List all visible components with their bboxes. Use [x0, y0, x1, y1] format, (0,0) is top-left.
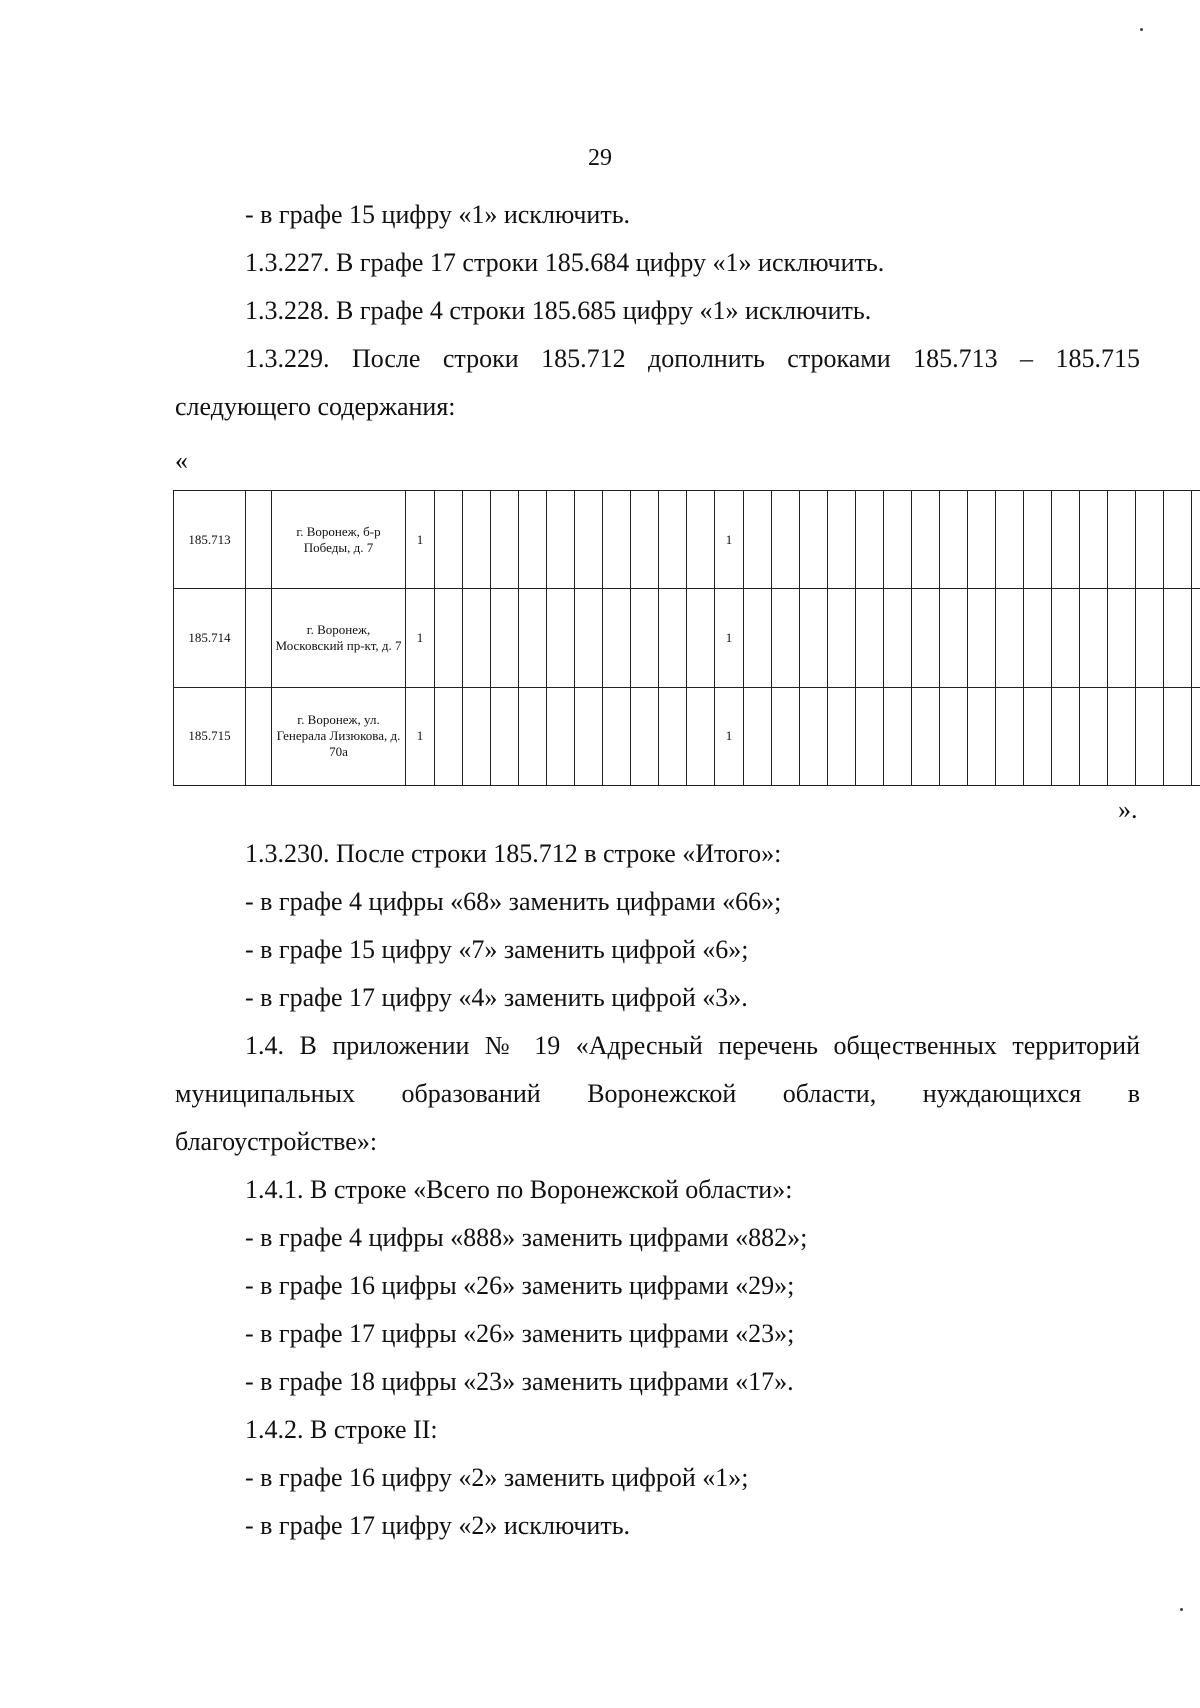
empty-cell	[491, 589, 519, 687]
address-cell: г. Воронеж, Московский пр-кт, д. 7	[272, 589, 406, 687]
empty-cell	[884, 491, 912, 589]
empty-cell	[744, 589, 772, 687]
value-cell: 1	[715, 491, 744, 589]
empty-cell	[940, 687, 968, 785]
empty-cell	[1136, 589, 1164, 687]
paragraph: 1.3.230. После строки 185.712 в строке «Итого»:	[245, 839, 782, 868]
empty-cell	[1192, 491, 1200, 589]
empty-cell	[631, 491, 659, 589]
row-number: 185.715	[174, 687, 246, 785]
empty-cell	[856, 687, 884, 785]
paragraph-continuation: благоустройстве»:	[175, 1127, 378, 1156]
paragraph: - в графе 17 цифру «2» исключить.	[245, 1511, 631, 1540]
value-cell: 1	[715, 589, 744, 687]
empty-cell	[800, 491, 828, 589]
empty-cell	[603, 687, 631, 785]
empty-cell	[491, 687, 519, 785]
empty-cell	[246, 491, 272, 589]
empty-cell	[435, 491, 463, 589]
empty-cell	[575, 589, 603, 687]
table-row	[174, 491, 1200, 589]
closing-quote: ».	[1118, 795, 1138, 824]
paragraph: - в графе 16 цифру «2» заменить цифрой «1»;	[245, 1463, 749, 1492]
empty-cell	[1164, 687, 1192, 785]
scan-speck	[1140, 28, 1143, 31]
empty-cell	[884, 687, 912, 785]
empty-cell	[884, 589, 912, 687]
paragraph: - в графе 4 цифры «68» заменить цифрами «66»;	[245, 887, 782, 916]
empty-cell	[968, 589, 996, 687]
empty-cell	[246, 589, 272, 687]
empty-cell	[1192, 589, 1200, 687]
empty-cell	[519, 589, 547, 687]
empty-cell	[659, 491, 687, 589]
paragraph: 1.3.228. В графе 4 строки 185.685 цифру «1» исключить.	[245, 296, 872, 325]
empty-cell	[519, 491, 547, 589]
empty-cell	[1080, 687, 1108, 785]
empty-cell	[435, 589, 463, 687]
empty-cell	[940, 491, 968, 589]
empty-cell	[463, 687, 491, 785]
empty-cell	[1164, 589, 1192, 687]
empty-cell	[463, 491, 491, 589]
empty-cell	[996, 589, 1024, 687]
table-row	[174, 589, 1200, 687]
paragraph: - в графе 18 цифры «23» заменить цифрами «17».	[245, 1367, 794, 1396]
address-cell: г. Воронеж, б-р Победы, д. 7	[272, 491, 406, 589]
empty-cell	[996, 687, 1024, 785]
paragraph-continuation: следующего содержания:	[175, 392, 456, 421]
empty-cell	[547, 687, 575, 785]
empty-cell	[1052, 589, 1080, 687]
empty-cell	[1192, 687, 1200, 785]
opening-quote: «	[175, 446, 188, 475]
empty-cell	[856, 491, 884, 589]
paragraph: - в графе 15 цифру «1» исключить.	[245, 200, 631, 229]
paragraph: 1.3.229. После строки 185.712 дополнить строками 185.713 – 185.715	[245, 344, 1140, 373]
empty-cell	[603, 491, 631, 589]
paragraph: 1.4.1. В строке «Всего по Воронежской области»:	[245, 1175, 793, 1204]
empty-cell	[575, 687, 603, 785]
empty-cell	[1052, 491, 1080, 589]
paragraph: - в графе 15 цифру «7» заменить цифрой «6»;	[245, 935, 749, 964]
empty-cell	[575, 491, 603, 589]
empty-cell	[631, 589, 659, 687]
empty-cell	[940, 589, 968, 687]
empty-cell	[856, 589, 884, 687]
empty-cell	[912, 491, 940, 589]
empty-cell	[1080, 491, 1108, 589]
row-number: 185.714	[174, 589, 246, 687]
paragraph: 1.4.2. В строке II:	[245, 1415, 438, 1444]
empty-cell	[772, 491, 800, 589]
empty-cell	[800, 687, 828, 785]
value-cell: 1	[406, 589, 435, 687]
empty-cell	[659, 687, 687, 785]
empty-cell	[491, 491, 519, 589]
empty-cell	[1136, 687, 1164, 785]
empty-cell	[968, 687, 996, 785]
empty-cell	[687, 491, 715, 589]
paragraph-continuation: муниципальных образований Воронежской области, нуждающихся в	[175, 1079, 1140, 1108]
empty-cell	[519, 687, 547, 785]
empty-cell	[912, 589, 940, 687]
empty-cell	[772, 687, 800, 785]
empty-cell	[1024, 589, 1052, 687]
value-cell: 1	[715, 687, 744, 785]
paragraph: 1.3.227. В графе 17 строки 185.684 цифру «1» исключить.	[245, 248, 885, 277]
empty-cell	[1108, 491, 1136, 589]
empty-cell	[687, 687, 715, 785]
table-row	[174, 687, 1200, 785]
empty-cell	[1164, 491, 1192, 589]
empty-cell	[968, 491, 996, 589]
empty-cell	[1108, 687, 1136, 785]
empty-cell	[1024, 491, 1052, 589]
scan-speck	[1180, 1608, 1183, 1611]
value-cell: 1	[406, 491, 435, 589]
value-cell: 1	[406, 687, 435, 785]
empty-cell	[1108, 589, 1136, 687]
empty-cell	[603, 589, 631, 687]
empty-cell	[547, 491, 575, 589]
paragraph: - в графе 16 цифры «26» заменить цифрами «29»;	[245, 1271, 795, 1300]
empty-cell	[1136, 491, 1164, 589]
page-number: 29	[588, 145, 612, 171]
empty-cell	[246, 687, 272, 785]
empty-cell	[659, 589, 687, 687]
empty-cell	[744, 687, 772, 785]
empty-cell	[744, 491, 772, 589]
empty-cell	[828, 589, 856, 687]
empty-cell	[1024, 687, 1052, 785]
empty-cell	[772, 589, 800, 687]
paragraph: - в графе 17 цифры «26» заменить цифрами «23»;	[245, 1319, 795, 1348]
paragraph: - в графе 4 цифры «888» заменить цифрами «882»;	[245, 1223, 808, 1252]
empty-cell	[912, 687, 940, 785]
row-number: 185.713	[174, 491, 246, 589]
address-cell: г. Воронеж, ул. Генерала Лизюкова, д. 70а	[272, 687, 406, 785]
empty-cell	[687, 589, 715, 687]
empty-cell	[631, 687, 659, 785]
inserted-rows-table	[173, 490, 1200, 786]
empty-cell	[1080, 589, 1108, 687]
paragraph: 1.4. В приложении № 19 «Адресный перечень общественных территорий	[245, 1031, 1140, 1060]
empty-cell	[828, 687, 856, 785]
empty-cell	[828, 491, 856, 589]
paragraph: - в графе 17 цифру «4» заменить цифрой «3».	[245, 983, 748, 1012]
empty-cell	[1052, 687, 1080, 785]
empty-cell	[463, 589, 491, 687]
empty-cell	[435, 687, 463, 785]
empty-cell	[800, 589, 828, 687]
empty-cell	[547, 589, 575, 687]
empty-cell	[996, 491, 1024, 589]
